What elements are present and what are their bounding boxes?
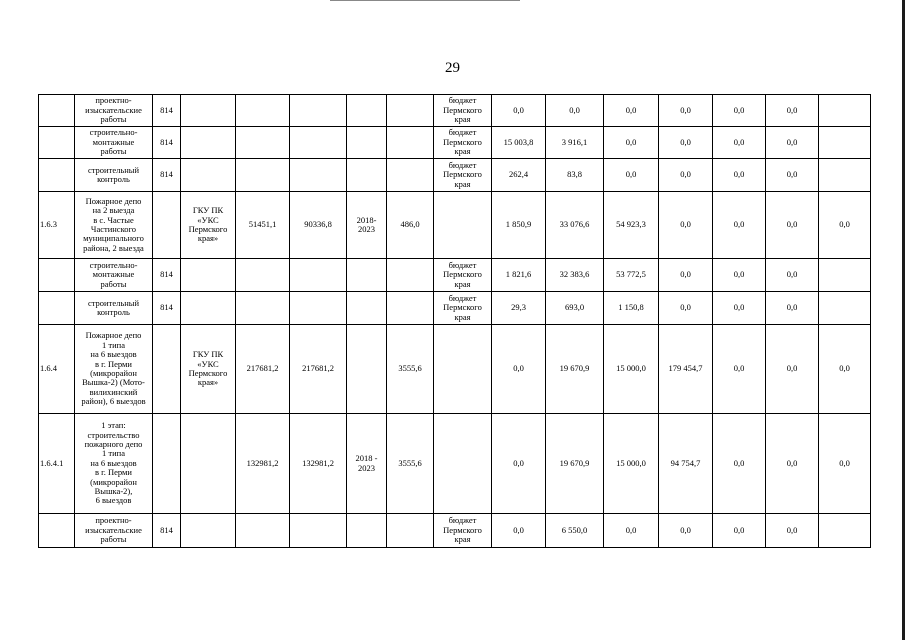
cell-year-2019: 0,0 — [492, 325, 546, 414]
cell-year-2024: 0,0 — [766, 414, 819, 514]
cell-admin-code: 814 — [153, 292, 181, 325]
cell-estimated-cost — [236, 127, 290, 159]
cell-capacity — [387, 259, 434, 292]
cell-activity-name: Пожарное депо на 2 выезда в с. Частые Частинского муниципального района, 2 выезда — [75, 192, 153, 259]
cell-activity-name: строительный контроль — [75, 292, 153, 325]
cell-year-2025 — [819, 514, 871, 548]
cell-period — [347, 159, 387, 192]
cell-year-2020: 19 670,9 — [546, 325, 604, 414]
cell-year-2021: 15 000,0 — [604, 414, 659, 514]
table-row — [39, 192, 871, 259]
cell-year-2020: 6 550,0 — [546, 514, 604, 548]
cell-activity-name: 1 этап: строительство пожарного депо 1 типа на 6 выездов в г. Перми (микрорайон Вышка-2), 6 выездов — [75, 414, 153, 514]
cell-contract-price: 90336,8 — [290, 192, 347, 259]
cell-capacity — [387, 127, 434, 159]
cell-contract-price — [290, 159, 347, 192]
cell-year-2019: 0,0 — [492, 414, 546, 514]
table-row — [39, 292, 871, 325]
cell-year-2019: 1 850,9 — [492, 192, 546, 259]
cell-estimated-cost — [236, 95, 290, 127]
cell-year-2021: 0,0 — [604, 159, 659, 192]
cell-year-2021: 54 923,3 — [604, 192, 659, 259]
cell-year-2024: 0,0 — [766, 127, 819, 159]
cell-year-2024: 0,0 — [766, 192, 819, 259]
cell-customer — [181, 514, 236, 548]
cell-item-number — [39, 292, 75, 325]
cell-year-2020: 32 383,6 — [546, 259, 604, 292]
cell-activity-name: строительно- монтажные работы — [75, 259, 153, 292]
cell-year-2021: 0,0 — [604, 95, 659, 127]
cell-funding-source: бюджет Пермского края — [434, 95, 492, 127]
cell-year-2022: 0,0 — [659, 159, 713, 192]
cell-year-2020: 3 916,1 — [546, 127, 604, 159]
cell-item-number — [39, 514, 75, 548]
cell-period — [347, 292, 387, 325]
cell-year-2019: 262,4 — [492, 159, 546, 192]
cell-admin-code: 814 — [153, 95, 181, 127]
cell-period — [347, 127, 387, 159]
cell-contract-price — [290, 95, 347, 127]
cell-customer — [181, 127, 236, 159]
cell-year-2025: 0,0 — [819, 325, 871, 414]
cell-year-2025 — [819, 259, 871, 292]
cell-funding-source: бюджет Пермского края — [434, 514, 492, 548]
cell-capacity — [387, 159, 434, 192]
cell-year-2021: 1 150,8 — [604, 292, 659, 325]
cell-year-2021: 53 772,5 — [604, 259, 659, 292]
cell-year-2020: 33 076,6 — [546, 192, 604, 259]
cell-item-number — [39, 127, 75, 159]
cell-item-number — [39, 259, 75, 292]
cell-contract-price — [290, 127, 347, 159]
cell-year-2022: 0,0 — [659, 95, 713, 127]
cell-year-2020: 19 670,9 — [546, 414, 604, 514]
cell-year-2025 — [819, 127, 871, 159]
table-row — [39, 159, 871, 192]
cell-admin-code: 814 — [153, 514, 181, 548]
cell-year-2025 — [819, 159, 871, 192]
cell-year-2021: 0,0 — [604, 127, 659, 159]
table-row — [39, 514, 871, 548]
table-row — [39, 127, 871, 159]
cell-activity-name: строительно- монтажные работы — [75, 127, 153, 159]
cell-year-2025: 0,0 — [819, 192, 871, 259]
cell-year-2023: 0,0 — [713, 292, 766, 325]
cell-period: 2018- 2023 — [347, 192, 387, 259]
cell-admin-code: 814 — [153, 259, 181, 292]
cell-year-2024: 0,0 — [766, 159, 819, 192]
cell-estimated-cost: 51451,1 — [236, 192, 290, 259]
cell-year-2020: 83,8 — [546, 159, 604, 192]
scan-top-edge — [330, 0, 520, 1]
cell-contract-price: 132981,2 — [290, 414, 347, 514]
cell-year-2022: 179 454,7 — [659, 325, 713, 414]
cell-year-2021: 15 000,0 — [604, 325, 659, 414]
cell-customer — [181, 259, 236, 292]
cell-funding-source — [434, 192, 492, 259]
cell-customer: ГКУ ПК «УКС Пермского края» — [181, 325, 236, 414]
cell-year-2019: 0,0 — [492, 95, 546, 127]
cell-activity-name: строительный контроль — [75, 159, 153, 192]
cell-year-2022: 0,0 — [659, 514, 713, 548]
cell-customer — [181, 292, 236, 325]
cell-year-2022: 0,0 — [659, 259, 713, 292]
cell-period — [347, 259, 387, 292]
cell-admin-code — [153, 414, 181, 514]
table-row — [39, 414, 871, 514]
cell-capacity: 3555,6 — [387, 325, 434, 414]
cell-item-number — [39, 95, 75, 127]
cell-year-2020: 0,0 — [546, 95, 604, 127]
cell-year-2025 — [819, 292, 871, 325]
cell-estimated-cost — [236, 514, 290, 548]
cell-estimated-cost — [236, 259, 290, 292]
cell-estimated-cost: 132981,2 — [236, 414, 290, 514]
cell-admin-code — [153, 325, 181, 414]
cell-year-2022: 0,0 — [659, 192, 713, 259]
cell-admin-code — [153, 192, 181, 259]
cell-period — [347, 514, 387, 548]
cell-customer — [181, 159, 236, 192]
cell-customer — [181, 414, 236, 514]
cell-year-2023: 0,0 — [713, 259, 766, 292]
cell-period: 2018 - 2023 — [347, 414, 387, 514]
table-row — [39, 95, 871, 127]
cell-funding-source — [434, 414, 492, 514]
cell-item-number: 1.6.4 — [39, 325, 75, 414]
cell-admin-code: 814 — [153, 159, 181, 192]
cell-year-2023: 0,0 — [713, 127, 766, 159]
cell-admin-code: 814 — [153, 127, 181, 159]
cell-capacity: 486,0 — [387, 192, 434, 259]
budget-table — [38, 94, 871, 548]
cell-funding-source: бюджет Пермского края — [434, 127, 492, 159]
cell-estimated-cost: 217681,2 — [236, 325, 290, 414]
cell-estimated-cost — [236, 159, 290, 192]
cell-activity-name: Пожарное депо 1 типа на 6 выездов в г. Перми (микрорайон Вышка-2) (Мото- вилихинский район), 6 выездов — [75, 325, 153, 414]
cell-year-2022: 94 754,7 — [659, 414, 713, 514]
cell-contract-price — [290, 259, 347, 292]
cell-year-2024: 0,0 — [766, 259, 819, 292]
cell-activity-name: проектно- изыскательские работы — [75, 95, 153, 127]
cell-contract-price — [290, 292, 347, 325]
cell-year-2024: 0,0 — [766, 292, 819, 325]
cell-activity-name: проектно- изыскательские работы — [75, 514, 153, 548]
cell-year-2024: 0,0 — [766, 514, 819, 548]
cell-year-2023: 0,0 — [713, 159, 766, 192]
cell-year-2023: 0,0 — [713, 514, 766, 548]
cell-funding-source — [434, 325, 492, 414]
cell-period — [347, 95, 387, 127]
cell-contract-price: 217681,2 — [290, 325, 347, 414]
cell-year-2025 — [819, 95, 871, 127]
cell-year-2023: 0,0 — [713, 192, 766, 259]
cell-customer — [181, 95, 236, 127]
cell-item-number: 1.6.3 — [39, 192, 75, 259]
cell-year-2020: 693,0 — [546, 292, 604, 325]
cell-year-2019: 0,0 — [492, 514, 546, 548]
cell-year-2019: 1 821,6 — [492, 259, 546, 292]
cell-funding-source: бюджет Пермского края — [434, 159, 492, 192]
cell-year-2019: 29,3 — [492, 292, 546, 325]
cell-funding-source: бюджет Пермского края — [434, 292, 492, 325]
cell-year-2023: 0,0 — [713, 325, 766, 414]
cell-year-2023: 0,0 — [713, 95, 766, 127]
cell-year-2022: 0,0 — [659, 292, 713, 325]
cell-estimated-cost — [236, 292, 290, 325]
cell-year-2024: 0,0 — [766, 95, 819, 127]
cell-year-2025: 0,0 — [819, 414, 871, 514]
cell-capacity — [387, 95, 434, 127]
cell-year-2024: 0,0 — [766, 325, 819, 414]
page-number: 29 — [445, 60, 460, 76]
cell-capacity — [387, 514, 434, 548]
cell-capacity — [387, 292, 434, 325]
cell-capacity: 3555,6 — [387, 414, 434, 514]
cell-period — [347, 325, 387, 414]
cell-year-2021: 0,0 — [604, 514, 659, 548]
cell-contract-price — [290, 514, 347, 548]
cell-year-2023: 0,0 — [713, 414, 766, 514]
cell-item-number — [39, 159, 75, 192]
table-row — [39, 259, 871, 292]
cell-funding-source: бюджет Пермского края — [434, 259, 492, 292]
cell-year-2019: 15 003,8 — [492, 127, 546, 159]
table-row — [39, 325, 871, 414]
cell-customer: ГКУ ПК «УКС Пермского края» — [181, 192, 236, 259]
cell-year-2022: 0,0 — [659, 127, 713, 159]
cell-item-number: 1.6.4.1 — [39, 414, 75, 514]
